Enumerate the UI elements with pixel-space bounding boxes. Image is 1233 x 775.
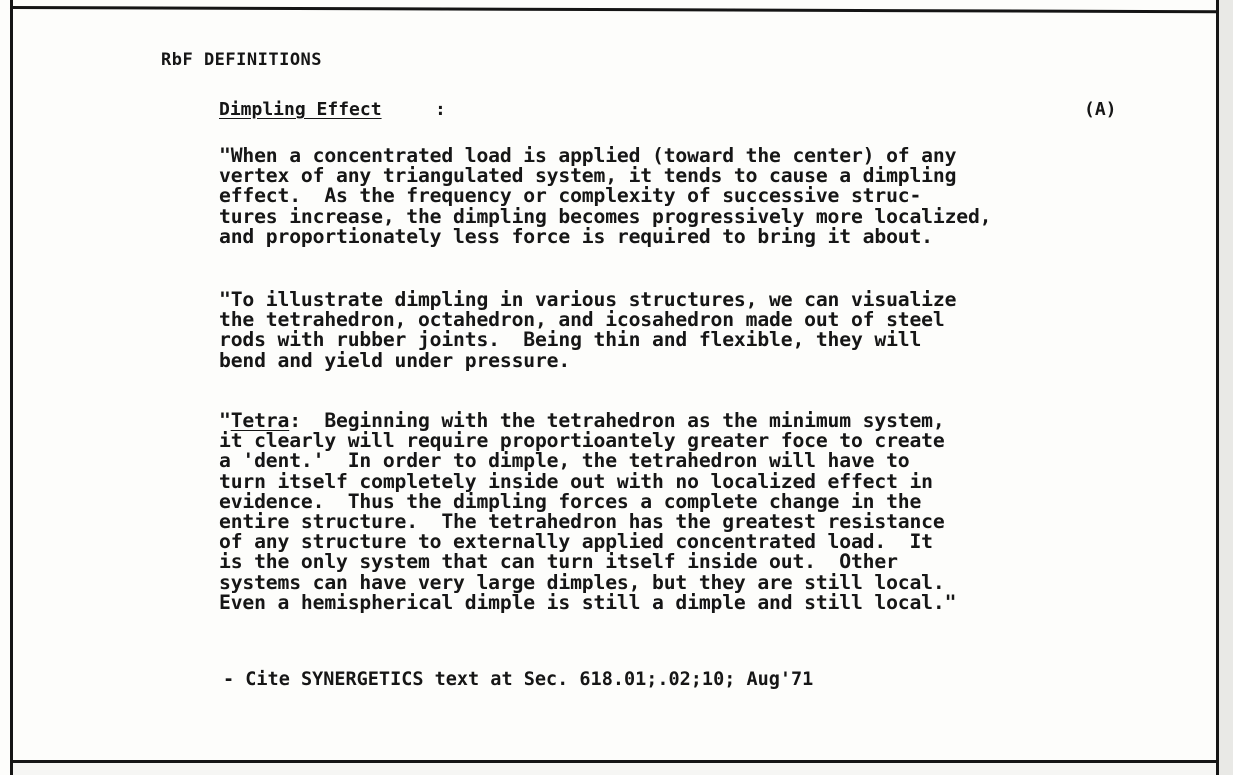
text-line: "When a concentrated load is applied (toward the center) of any — [219, 144, 957, 167]
scan-margin — [1219, 0, 1233, 775]
text-line: the tetrahedron, octahedron, and icosahedron made out of steel — [219, 308, 945, 332]
text-line: Even a hemispherical dimple is still a dimple and still local." — [219, 590, 957, 614]
citation-line: - Cite SYNERGETICS text at Sec. 618.01;.02;10; Aug'71 — [223, 669, 814, 690]
card-border-bottom — [10, 760, 1219, 763]
definition-term — [219, 98, 382, 122]
text-line: systems can have very large dimples, but they are still local. — [219, 570, 945, 594]
text-line: of any structure to externally applied concentrated load. It — [219, 530, 933, 554]
text-line: tures increase, the dimpling becomes progressively more localized, — [219, 204, 992, 228]
text-line: it clearly will require proportioantely greater foce to create — [219, 429, 945, 453]
definition-term-text: Dimpling Effect — [219, 99, 382, 120]
text-line: evidence. Thus the dimpling forces a complete change in the — [219, 489, 922, 513]
text-line: is the only system that can turn itself inside out. Other — [219, 550, 898, 574]
text-line: turn itself completely inside out with no localized effect in — [219, 469, 933, 493]
card-border-right — [1216, 0, 1219, 775]
text-line: bend and yield under pressure. — [219, 348, 571, 372]
text-line-lead — [219, 411, 1209, 431]
text-line: a 'dent.' In order to dimple, the tetrahedron will have to — [219, 449, 910, 473]
lead-rest: : Beginning with the tetrahedron as the minimum system, — [289, 409, 945, 432]
section-marker: (A) — [1084, 99, 1117, 120]
paragraph-load-dimpling — [219, 146, 1209, 247]
text-line: vertex of any triangulated system, it tends to cause a dimpling — [219, 164, 957, 188]
text-line: and proportionately less force is required to bring it about. — [219, 224, 933, 248]
text-line: effect. As the frequency or complexity of successive struc- — [219, 184, 922, 208]
text-line: "To illustrate dimpling in various structures, we can visualize — [219, 288, 957, 311]
text-line: entire structure. The tetrahedron has the greatest resistance — [219, 510, 945, 534]
page-title: RbF DEFINITIONS — [161, 50, 323, 70]
definition-term-colon: : — [435, 99, 446, 120]
paragraph-illustrate — [219, 290, 1209, 371]
scan-bottom-strip — [13, 763, 1216, 775]
text-line: rods with rubber joints. Being thin and flexible, they will — [219, 328, 922, 352]
open-quote: " — [219, 409, 231, 432]
paragraph-tetra — [219, 411, 1209, 613]
tetra-term: Tetra — [230, 409, 290, 432]
card-border-top — [10, 6, 1219, 13]
card-border-left — [10, 0, 13, 775]
